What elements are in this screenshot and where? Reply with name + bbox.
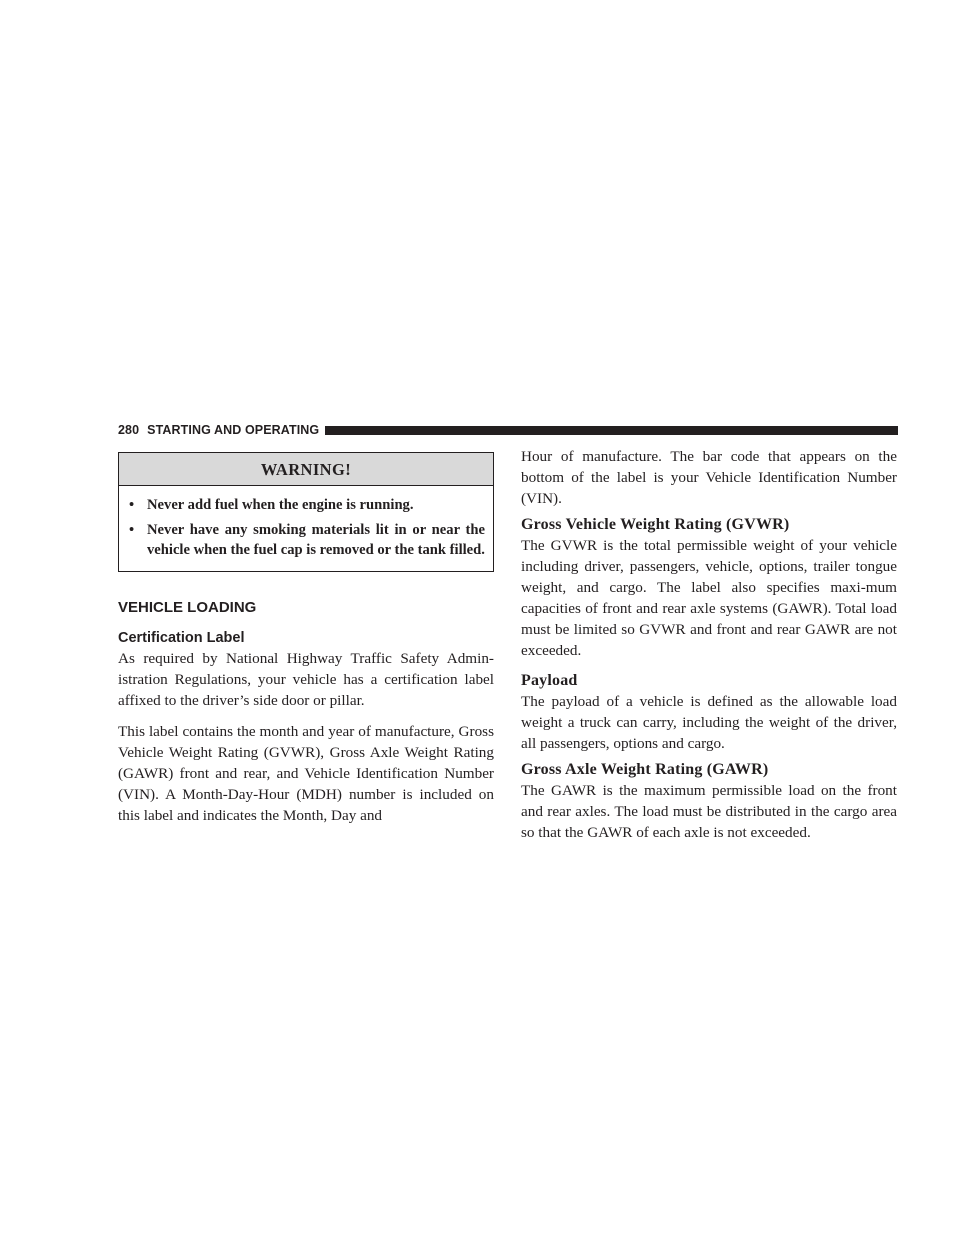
- running-header: [118, 424, 898, 436]
- warning-title: WARNING!: [119, 453, 493, 486]
- bullet-icon: •: [129, 522, 135, 538]
- section-title: STARTING AND OPERATING: [147, 423, 320, 437]
- warning-text: Never add fuel when the engine is running.: [147, 497, 414, 513]
- page-number: 280: [118, 423, 140, 437]
- paragraph: This label contains the month and year of manufacture, Gross Vehicle Weight Rating (GVWR), Gross Axle Weight Rating (GAWR) front and rear, and Vehicle Identification Number (VIN). A Month-Day-Hour (MDH) number is included on this label and indicates the Month, Day and: [118, 723, 494, 824]
- paragraph: The GAWR is the maximum permissible load on the front and rear axles. The load must be distributed in the cargo area so that the GAWR of each axle is not exceeded.: [521, 782, 897, 841]
- warning-text: Never have any smoking materials lit in or near the vehicle when the fuel cap is removed or the tank filled.: [147, 522, 485, 558]
- paragraph: The GVWR is the total permissible weight of your vehicle including driver, passengers, vehicle, options, trailer tongue weight, and cargo. The label also specifies maxi-mum capacities of front and rear axle systems (GAWR). Total load must be limited so GVWR and front and rear GAWR are not exceeded.: [521, 537, 897, 659]
- payload-heading: Payload: [521, 672, 578, 689]
- warning-body: [119, 486, 493, 571]
- right-column: [521, 446, 897, 843]
- warning-item: [129, 520, 485, 560]
- paragraph: Hour of manufacture. The bar code that appears on the bottom of the label is your Vehicle Identification Number (VIN).: [521, 448, 897, 507]
- gawr-heading: Gross Axle Weight Rating (GAWR): [521, 761, 769, 778]
- warning-item: [129, 495, 485, 515]
- paragraph: As required by National Highway Traffic Safety Admin-istration Regulations, your vehicle has a certification label affixed to the driver’s side door or pillar.: [118, 650, 494, 709]
- bullet-icon: •: [129, 497, 135, 513]
- warning-box: [118, 452, 494, 572]
- header-rule: [325, 426, 898, 435]
- subsection-heading: Certification Label: [118, 630, 245, 646]
- section-heading: VEHICLE LOADING: [118, 599, 257, 616]
- paragraph: The payload of a vehicle is defined as the allowable load weight a truck can carry, including the weight of the driver, all passengers, options and cargo.: [521, 693, 897, 752]
- gvwr-heading: Gross Vehicle Weight Rating (GVWR): [521, 516, 790, 533]
- left-column: [118, 452, 494, 826]
